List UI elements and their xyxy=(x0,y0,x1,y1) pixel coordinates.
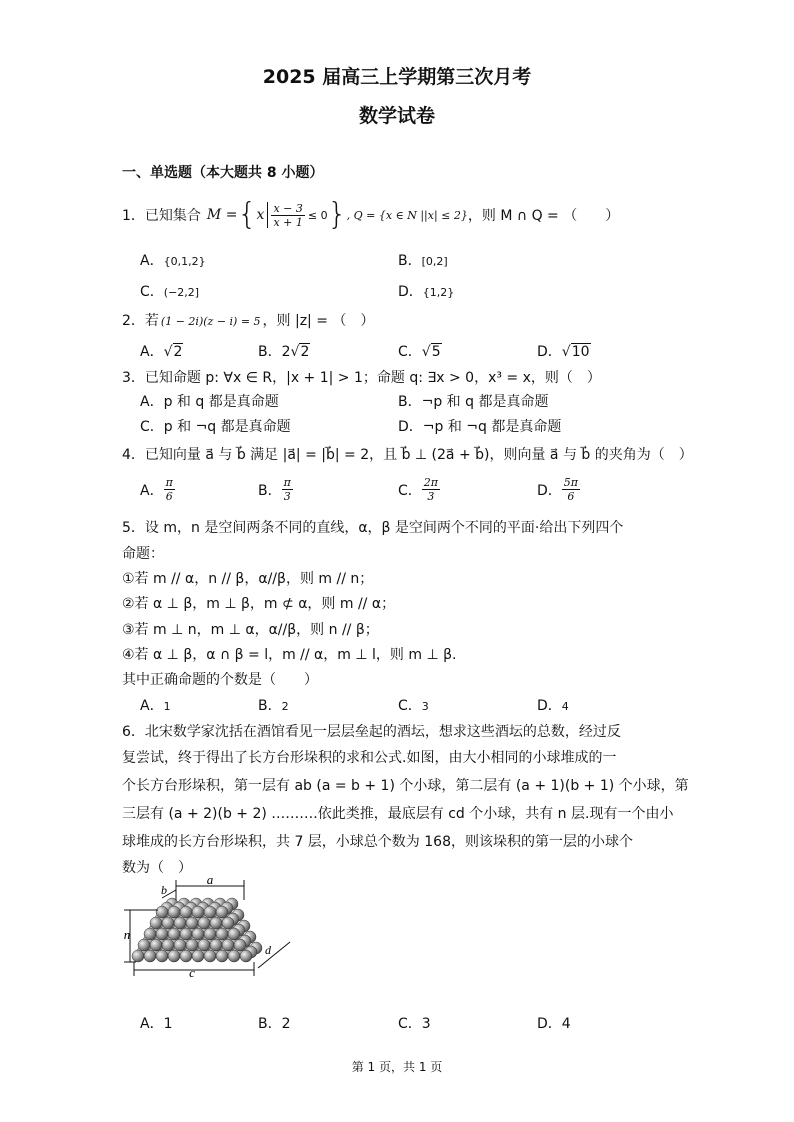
option-text: ¬p 和 ¬q 都是真命题 xyxy=(422,419,562,435)
page-footer: 第 1 页，共 1 页 xyxy=(351,1060,443,1074)
ball xyxy=(204,950,216,962)
ball xyxy=(150,917,162,929)
q3-option-d[interactable] xyxy=(398,416,561,436)
option-label: D． xyxy=(537,698,562,714)
ball xyxy=(216,928,228,940)
option-text: 2 xyxy=(281,700,289,713)
frac-den: 3 xyxy=(282,489,293,503)
option-label: C． xyxy=(398,1016,422,1032)
q1-frac-num: x − 3 xyxy=(273,201,303,215)
ball xyxy=(174,917,186,929)
question-4: 4．已知向量 a⃗ 与 b⃗ 满足 |a⃗| = |b⃗| = 2，且 b⃗ ⊥ (2a⃗ + b⃗)，则向量 a⃗ 与 b⃗ 的夹角为（ ） xyxy=(122,447,693,463)
option-text: 1 xyxy=(163,700,171,713)
ball xyxy=(240,950,252,962)
frac-num: π xyxy=(165,476,173,489)
question-5-line-2: 命题： xyxy=(122,546,164,562)
q6-option-c[interactable] xyxy=(398,1013,431,1033)
q1-set-var: x xyxy=(256,207,265,223)
option-text: p 和 ¬q 都是真命题 xyxy=(163,419,291,435)
q5-proposition-4: ④若 α ⊥ β，α ∩ β = l，m // α，m ⊥ l，则 m ⊥ β. xyxy=(122,647,457,663)
option-label: D． xyxy=(398,419,423,435)
dim-c-label: c xyxy=(189,965,195,980)
option-coef: 2 xyxy=(281,344,291,360)
frac-den: 6 xyxy=(164,489,175,503)
question-6-line-1: 6．北宋数学家沈括在酒馆看见一层层垒起的酒坛，想求这些酒坛的总数，经过反 xyxy=(122,724,621,740)
q2-option-d[interactable]: D．√10 xyxy=(537,344,590,360)
q1-option-b[interactable] xyxy=(398,250,448,270)
balls-group xyxy=(132,898,262,962)
question-2 xyxy=(122,310,374,330)
option-label: D． xyxy=(537,1016,562,1032)
ball xyxy=(210,917,222,929)
question-5-line-1: 5．设 m，n 是空间两条不同的直线，α，β 是空间两个不同的平面·给出下列四个 xyxy=(122,520,624,536)
section-heading: 一、单选题（本大题共 8 小题） xyxy=(122,165,324,181)
question-1 xyxy=(122,197,620,232)
exam-subtitle: 数学试卷 xyxy=(358,105,435,127)
option-label: D． xyxy=(537,344,562,360)
ball xyxy=(180,950,192,962)
ball xyxy=(162,939,174,951)
q1-brace-right: } xyxy=(327,197,347,232)
q1-option-d[interactable] xyxy=(398,281,454,301)
option-label: C． xyxy=(398,698,422,714)
ball xyxy=(180,928,192,940)
option-text: ¬p 和 q 都是真命题 xyxy=(421,394,549,410)
q4-option-c[interactable] xyxy=(398,476,440,503)
q1-m-set-left: M = xyxy=(206,207,238,223)
q4-option-a[interactable] xyxy=(140,476,175,503)
frac-num: π xyxy=(283,476,291,489)
ball xyxy=(228,928,240,940)
question-6-line-6: 数为（ ） xyxy=(122,860,192,876)
ball xyxy=(132,950,144,962)
q1-option-c[interactable] xyxy=(140,281,199,301)
option-text: 4 xyxy=(561,1016,571,1032)
dim-a-label: a xyxy=(206,876,214,887)
q1-brace-left: { xyxy=(237,197,257,232)
ball xyxy=(186,939,198,951)
option-radicand: 2 xyxy=(300,344,310,360)
dim-d-label: d xyxy=(265,943,271,957)
ball xyxy=(168,950,180,962)
option-text: 1 xyxy=(163,1016,173,1032)
option-text: 4 xyxy=(561,700,569,713)
ball xyxy=(144,928,156,940)
question-6-line-3: 个长方台形垛积，第一层有 ab (a = b + 1) 个小球，第二层有 (a + 1)(b + 1) 个小球，第 xyxy=(122,778,689,794)
ball xyxy=(156,906,168,918)
q1-prefix: 1．已知集合 xyxy=(122,208,201,224)
q6-option-a[interactable] xyxy=(140,1013,173,1033)
option-label: C． xyxy=(398,482,422,499)
q1-cond: ≤ 0 xyxy=(307,208,328,222)
option-text: (−2,2] xyxy=(163,286,200,299)
ball xyxy=(174,939,186,951)
option-label: B． xyxy=(258,698,282,714)
option-label: B． xyxy=(398,394,422,410)
ball xyxy=(156,928,168,940)
dim-d-line xyxy=(258,942,290,968)
ball xyxy=(168,928,180,940)
q3-option-b[interactable] xyxy=(398,391,548,411)
q2-expr: (1 − 2i)(z − i) = 5 xyxy=(160,315,261,328)
option-label: C． xyxy=(140,284,164,300)
ball xyxy=(216,906,228,918)
option-label: D． xyxy=(398,284,423,300)
option-text: 2 xyxy=(281,1016,291,1032)
q5-option-a[interactable] xyxy=(140,695,171,715)
q5-ask: 其中正确命题的个数是（ ） xyxy=(122,672,318,688)
option-label: A． xyxy=(140,253,164,269)
dim-n-label: n xyxy=(123,927,131,942)
ball xyxy=(198,939,210,951)
q1-option-a[interactable] xyxy=(140,250,206,270)
ball xyxy=(192,906,204,918)
q5-option-d[interactable] xyxy=(537,695,569,715)
ball xyxy=(144,950,156,962)
q2-prefix: 2．若 xyxy=(122,313,159,329)
ball-stack-figure xyxy=(118,876,300,980)
q5-proposition-1: ①若 m // α，n // β，α//β，则 m // n； xyxy=(122,571,374,587)
q3-option-a[interactable] xyxy=(140,391,279,411)
option-text: 3 xyxy=(421,1016,431,1032)
q5-option-c[interactable] xyxy=(398,695,429,715)
ball xyxy=(198,917,210,929)
question-6-line-4: 三层有 (a + 2)(b + 2) ……….依此类推，最底层有 cd 个小球，共有 n 层.现有一个由小 xyxy=(122,806,674,822)
exam-title: 2025 届高三上学期第三次月考 xyxy=(262,66,532,88)
option-fraction xyxy=(282,476,293,503)
option-label: B． xyxy=(398,253,422,269)
ball xyxy=(150,939,162,951)
ball xyxy=(228,950,240,962)
option-label: A． xyxy=(140,1016,164,1032)
option-radicand: 5 xyxy=(431,344,441,360)
q1-frac-den: x + 1 xyxy=(273,215,303,229)
option-label: A． xyxy=(140,394,164,410)
option-label: A． xyxy=(140,344,164,360)
q2-option-a[interactable]: A．√2 xyxy=(140,344,183,360)
q4-option-b[interactable] xyxy=(258,476,293,503)
frac-num: 2π xyxy=(423,476,439,489)
ball xyxy=(192,928,204,940)
option-radicand: 10 xyxy=(571,344,590,360)
option-fraction xyxy=(422,476,440,503)
option-label: C． xyxy=(398,344,422,360)
frac-den: 6 xyxy=(562,489,580,503)
q5-option-b[interactable] xyxy=(258,695,289,715)
option-label: D． xyxy=(537,482,562,499)
q4-option-d[interactable] xyxy=(537,476,580,503)
ball xyxy=(204,928,216,940)
q1-bar xyxy=(267,202,268,228)
option-fraction xyxy=(164,476,175,503)
ball xyxy=(162,917,174,929)
q6-option-d[interactable] xyxy=(537,1013,571,1033)
ball xyxy=(192,950,204,962)
question-6-line-5: 球堆成的长方台形垛积，共 7 层，小球总个数为 168，则该垛积的第一层的小球个 xyxy=(122,834,633,850)
option-radicand: 2 xyxy=(173,344,183,360)
option-text: {1,2} xyxy=(422,286,455,299)
option-fraction xyxy=(562,476,580,503)
option-label: A． xyxy=(140,482,164,499)
ball xyxy=(222,917,234,929)
q1-suffix: ，则 M ∩ Q = （ ） xyxy=(467,208,620,224)
q1-fraction xyxy=(271,202,304,229)
ball xyxy=(138,939,150,951)
option-text: p 和 q 都是真命题 xyxy=(163,394,279,410)
option-label: C． xyxy=(140,419,164,435)
ball xyxy=(180,906,192,918)
q6-option-b[interactable] xyxy=(258,1013,291,1033)
ball xyxy=(234,939,246,951)
dim-b-label: b xyxy=(161,883,167,897)
q3-option-c[interactable] xyxy=(140,416,291,436)
ball xyxy=(186,917,198,929)
ball xyxy=(216,950,228,962)
ball xyxy=(156,950,168,962)
ball xyxy=(222,939,234,951)
question-6-line-2: 复尝试，终于得出了长方台形垛积的求和公式.如图，由大小相同的小球堆成的一 xyxy=(122,750,617,766)
frac-num: 5π xyxy=(563,476,579,489)
option-label: B． xyxy=(258,482,282,499)
ball xyxy=(168,906,180,918)
question-3: 3．已知命题 p: ∀x ∈ R，|x + 1| > 1；命题 q: ∃x > 0，x³ = x，则（ ） xyxy=(122,370,601,386)
option-label: A． xyxy=(140,698,164,714)
ball xyxy=(210,939,222,951)
q2-suffix: ，则 |z| = （ ） xyxy=(262,313,375,329)
q1-q-set: , Q = {x ∈ N ||x| ≤ 2} xyxy=(346,208,468,222)
option-text: 3 xyxy=(421,700,429,713)
option-text: [0,2] xyxy=(421,255,448,268)
option-label: B． xyxy=(258,344,282,360)
q2-option-b[interactable]: B．2√2 xyxy=(258,344,310,360)
q2-option-c[interactable]: C．√5 xyxy=(398,344,441,360)
option-text: {0,1,2} xyxy=(163,255,206,268)
ball xyxy=(204,906,216,918)
q5-proposition-2: ②若 α ⊥ β，m ⊥ β，m ⊄ α，则 m // α； xyxy=(122,596,396,612)
option-label: B． xyxy=(258,1016,282,1032)
frac-den: 3 xyxy=(422,489,440,503)
q5-proposition-3: ③若 m ⊥ n，m ⊥ α，α//β，则 n // β； xyxy=(122,622,379,638)
